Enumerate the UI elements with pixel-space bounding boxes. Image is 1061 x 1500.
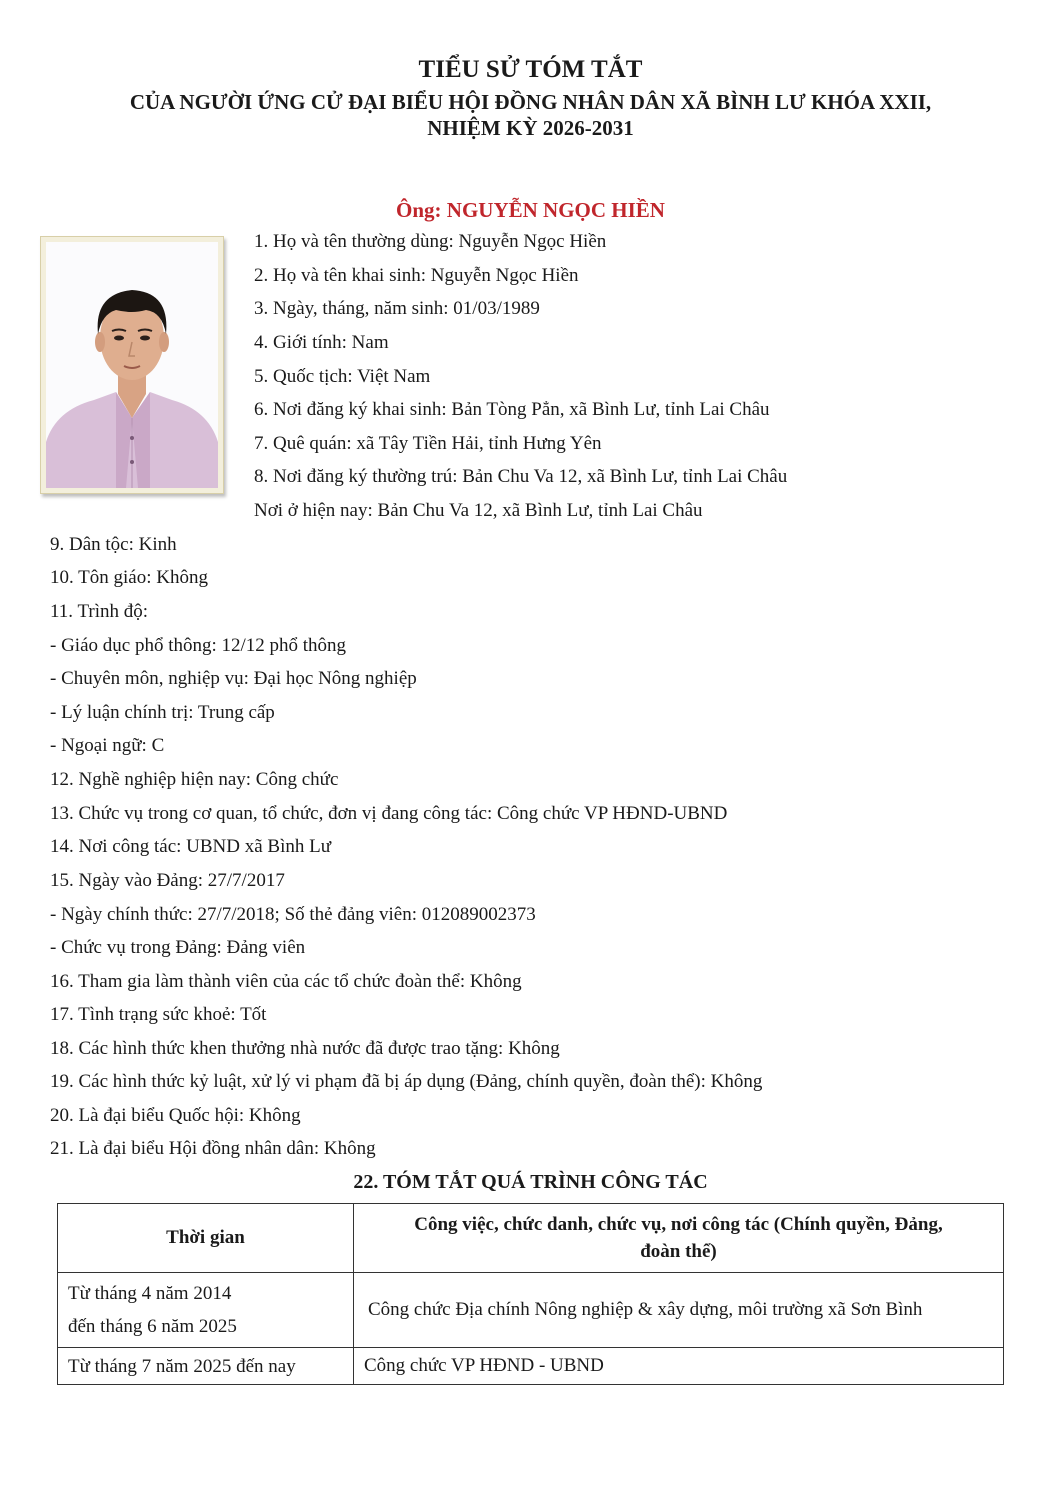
field-party-join-date: 15. Ngày vào Đảng: 27/7/2017	[50, 870, 285, 891]
field-birth-name: 2. Họ và tên khai sinh: Nguyễn Ngọc Hiền	[254, 265, 579, 286]
table-cell-description: Công chức Địa chính Nông nghiệp & xây dựng, môi trường xã Sơn Bình	[354, 1273, 1004, 1348]
field-workplace: 14. Nơi công tác: UBND xã Bình Lư	[50, 836, 332, 857]
field-awards: 18. Các hình thức khen thưởng nhà nước đã được trao tặng: Không	[50, 1038, 560, 1059]
field-discipline: 19. Các hình thức kỷ luật, xử lý vi phạm đã bị áp dụng (Đảng, chính quyền, đoàn thể): Không	[50, 1071, 763, 1092]
field-specialty: - Chuyên môn, nghiệp vụ: Đại học Nông nghiệp	[50, 668, 417, 689]
field-permanent-residence: 8. Nơi đăng ký thường trú: Bản Chu Va 12, xã Bình Lư, tỉnh Lai Châu	[254, 466, 788, 487]
field-national-assembly: 20. Là đại biểu Quốc hội: Không	[50, 1105, 301, 1126]
table-cell-description: Công chức VP HĐND - UBND	[354, 1348, 1004, 1385]
field-foreign-language: - Ngoại ngữ: C	[50, 735, 165, 756]
document-subtitle-line2: NHIỆM KỲ 2026-2031	[427, 116, 634, 140]
table-cell-time	[58, 1273, 354, 1348]
field-common-name: 1. Họ và tên thường dùng: Nguyễn Ngọc Hiền	[254, 231, 607, 252]
candidate-photo	[46, 242, 218, 488]
field-political-theory: - Lý luận chính trị: Trung cấp	[50, 702, 275, 723]
field-education-heading: 11. Trình độ:	[50, 601, 149, 622]
column-header-description-line2: đoàn thể)	[640, 1241, 717, 1262]
field-birth-date: 3. Ngày, tháng, năm sinh: 01/03/1989	[254, 298, 540, 319]
field-health: 17. Tình trạng sức khoẻ: Tốt	[50, 1004, 267, 1025]
field-nationality: 5. Quốc tịch: Việt Nam	[254, 366, 431, 387]
field-occupation: 12. Nghề nghiệp hiện nay: Công chức	[50, 769, 339, 790]
candidate-name: Ông: NGUYỄN NGỌC HIỀN	[396, 198, 665, 222]
field-general-education: - Giáo dục phổ thông: 12/12 phổ thông	[50, 635, 347, 656]
column-header-description	[354, 1204, 1004, 1273]
document-subtitle-line1: CỦA NGƯỜI ỨNG CỬ ĐẠI BIỂU HỘI ĐỒNG NHÂN DÂN XÃ BÌNH LƯ KHÓA XXII,	[129, 90, 932, 114]
field-organizations: 16. Tham gia làm thành viên của các tổ chức đoàn thể: Không	[50, 971, 522, 992]
field-party-official-date: - Ngày chính thức: 27/7/2018; Số thẻ đảng viên: 012089002373	[50, 904, 536, 925]
field-religion: 10. Tôn giáo: Không	[50, 567, 208, 588]
field-hometown: 7. Quê quán: xã Tây Tiền Hải, tỉnh Hưng Yên	[254, 433, 602, 454]
table-header-row	[58, 1204, 1004, 1273]
table-cell-time-line1: Từ tháng 4 năm 2014	[68, 1283, 232, 1304]
field-birth-registration: 6. Nơi đăng ký khai sinh: Bản Tòng Pẳn, xã Bình Lư, tỉnh Lai Châu	[254, 399, 770, 420]
field-party-position: - Chức vụ trong Đảng: Đảng viên	[50, 937, 306, 958]
table-row	[58, 1348, 1004, 1385]
field-gender: 4. Giới tính: Nam	[254, 332, 389, 353]
column-header-time: Thời gian	[58, 1204, 354, 1273]
table-row	[58, 1273, 1004, 1348]
work-history-title: 22. TÓM TẮT QUÁ TRÌNH CÔNG TÁC	[353, 1171, 708, 1193]
field-position: 13. Chức vụ trong cơ quan, tổ chức, đơn vị đang công tác: Công chức VP HĐND-UBND	[50, 803, 728, 824]
candidate-photo-frame	[40, 236, 224, 494]
field-current-residence: Nơi ở hiện nay: Bản Chu Va 12, xã Bình Lư, tỉnh Lai Châu	[254, 500, 703, 521]
table-cell-time: Từ tháng 7 năm 2025 đến nay	[58, 1348, 354, 1385]
document-title: TIỂU SỬ TÓM TẮT	[418, 56, 643, 83]
field-ethnicity: 9. Dân tộc: Kinh	[50, 534, 177, 555]
field-peoples-council: 21. Là đại biểu Hội đồng nhân dân: Không	[50, 1138, 376, 1159]
table-cell-time-line2: đến tháng 6 năm 2025	[68, 1316, 237, 1337]
work-history-table	[57, 1203, 1004, 1385]
column-header-description-line1: Công việc, chức danh, chức vụ, nơi công tác (Chính quyền, Đảng,	[414, 1214, 943, 1235]
